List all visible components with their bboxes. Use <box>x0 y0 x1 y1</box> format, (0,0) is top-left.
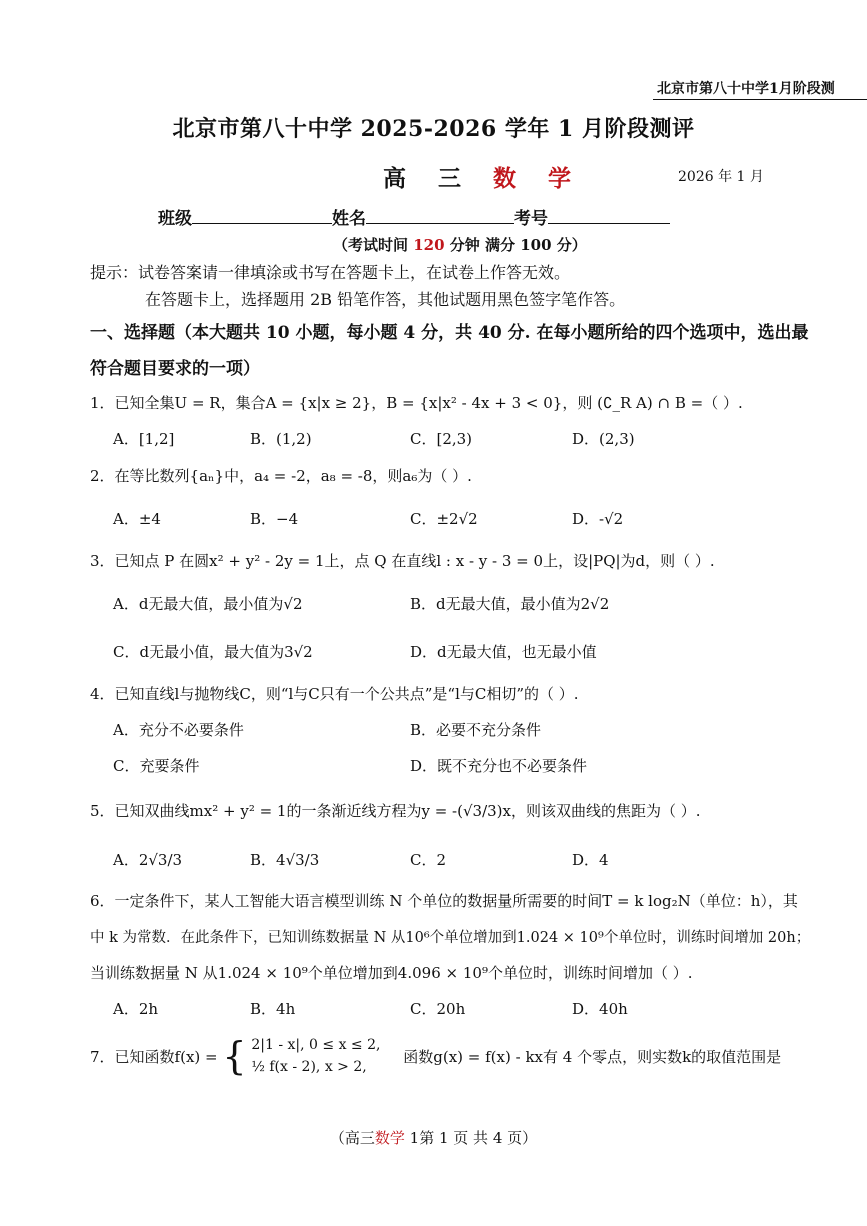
id-label: 考号 <box>514 209 548 229</box>
q7-piece-1: 2|1 - x|, 0 ≤ x ≤ 2, <box>251 1037 381 1053</box>
section-heading-line-2: 符合题目要求的一项） <box>90 359 260 379</box>
q3-option-c[interactable]: C．d无最小值，最大值为3√2 <box>113 643 313 661</box>
subject-heading <box>383 160 583 193</box>
q5-option-c[interactable]: C．2 <box>410 851 447 869</box>
footer-prefix: （高三 <box>329 1129 375 1147</box>
q2-option-d[interactable]: D．-√2 <box>572 510 624 528</box>
question-5-stem: 5．已知双曲线mx² + y² = 1的一条渐近线方程为y = -(√3/3)x，则该双曲线的焦距为（ ）. <box>90 802 701 820</box>
q1-option-a[interactable]: A．[1,2] <box>113 430 175 448</box>
q1-option-d[interactable]: D．(2,3) <box>572 430 635 448</box>
q4-option-b[interactable]: B．必要不充分条件 <box>410 721 542 739</box>
q7-piecewise <box>251 1034 380 1078</box>
q7-prefix: 7．已知函数f(x) = <box>90 1047 218 1066</box>
page-footer <box>0 1127 867 1148</box>
question-6-line-1: 6．一定条件下，某人工智能大语言模型训练 N 个单位的数据量所需要的时间T = k log₂N（单位：h），其 <box>90 892 798 910</box>
tip-line-1: 提示：试卷答案请一律填涂或书写在答题卡上，在试卷上作答无效。 <box>90 263 571 282</box>
question-6-line-2: 中 k 为常数．在此条件下，已知训练数据量 N 从10⁶个单位增加到1.024 × 10⁹个单位时，训练时间增加 20h； <box>90 930 811 946</box>
q4-option-d[interactable]: D．既不充分也不必要条件 <box>410 757 588 775</box>
name-label: 姓名 <box>332 209 366 229</box>
question-7-stem <box>90 1034 781 1078</box>
grade-label: 高 三 <box>383 165 474 192</box>
q6-option-a[interactable]: A．2h <box>113 1000 159 1018</box>
q4-option-a[interactable]: A．充分不必要条件 <box>113 721 244 739</box>
student-info-row <box>158 204 670 229</box>
q6-option-c[interactable]: C．20h <box>410 1000 466 1018</box>
header-tag: 北京市第八十中学1月阶段测 <box>653 78 867 100</box>
time-info <box>333 234 587 255</box>
time-suffix: 分钟 满分 100 分） <box>444 236 587 254</box>
question-4-stem: 4．已知直线l与抛物线C，则“l与C只有一个公共点”是“l与C相切”的（ ）. <box>90 685 579 703</box>
q3-option-a[interactable]: A．d无最大值，最小值为√2 <box>113 595 303 613</box>
question-2-stem: 2．在等比数列{aₙ}中，a₄ = -2，a₈ = -8，则a₆为（ ）. <box>90 467 472 485</box>
q5-option-d[interactable]: D．4 <box>572 851 609 869</box>
q6-option-b[interactable]: B．4h <box>250 1000 296 1018</box>
q4-option-c[interactable]: C．充要条件 <box>113 757 200 775</box>
q1-option-b[interactable]: B．(1,2) <box>250 430 312 448</box>
id-blank[interactable] <box>548 207 670 224</box>
subject-label: 数 学 <box>493 165 584 192</box>
time-prefix: （考试时间 <box>333 236 414 254</box>
q3-option-b[interactable]: B．d无最大值，最小值为2√2 <box>410 595 610 613</box>
exam-title: 北京市第八十中学 2025-2026 学年 1 月阶段测评 <box>172 116 695 142</box>
name-blank[interactable] <box>366 207 514 224</box>
section-heading-line-1: 一、选择题（本大题共 10 小题，每小题 4 分，共 40 分. 在每小题所给的四个选项中，选出最 <box>90 323 809 343</box>
exam-date: 2026 年 1 月 <box>678 169 764 185</box>
footer-subject: 数学 <box>374 1129 405 1147</box>
question-1-stem: 1．已知全集U = R，集合A = {x|x ≥ 2}，B = {x|x² - 4x + 3 < 0}，则 (∁_R A) ∩ B =（ ）. <box>90 394 743 412</box>
left-brace-icon: { <box>222 1034 247 1078</box>
q1-option-c[interactable]: C．[2,3) <box>410 430 473 448</box>
time-minutes: 120 <box>413 236 445 254</box>
class-label: 班级 <box>158 209 192 229</box>
q7-suffix: 函数g(x) = f(x) - kx有 4 个零点，则实数k的取值范围是 <box>403 1047 782 1066</box>
q2-option-b[interactable]: B．−4 <box>250 510 299 528</box>
q3-option-d[interactable]: D．d无最大值，也无最小值 <box>410 643 597 661</box>
tip-line-2: 在答题卡上，选择题用 2B 铅笔作答，其他试题用黑色签字笔作答。 <box>145 290 626 309</box>
question-6-line-3: 当训练数据量 N 从1.024 × 10⁹个单位增加到4.096 × 10⁹个单位时，训练时间增加（ ）. <box>90 964 693 982</box>
q7-piece-2: ½ f(x - 2), x > 2, <box>251 1059 367 1075</box>
footer-suffix: 1第 1 页 共 4 页） <box>404 1129 538 1147</box>
q5-option-b[interactable]: B．4√3/3 <box>250 851 320 869</box>
q6-option-d[interactable]: D．40h <box>572 1000 628 1018</box>
q5-option-a[interactable]: A．2√3/3 <box>113 851 183 869</box>
q2-option-a[interactable]: A．±4 <box>113 510 161 528</box>
q2-option-c[interactable]: C．±2√2 <box>410 510 478 528</box>
question-3-stem: 3．已知点 P 在圆x² + y² - 2y = 1上，点 Q 在直线l : x - y - 3 = 0上，设|PQ|为d，则（ ）. <box>90 552 715 570</box>
class-blank[interactable] <box>192 207 332 224</box>
